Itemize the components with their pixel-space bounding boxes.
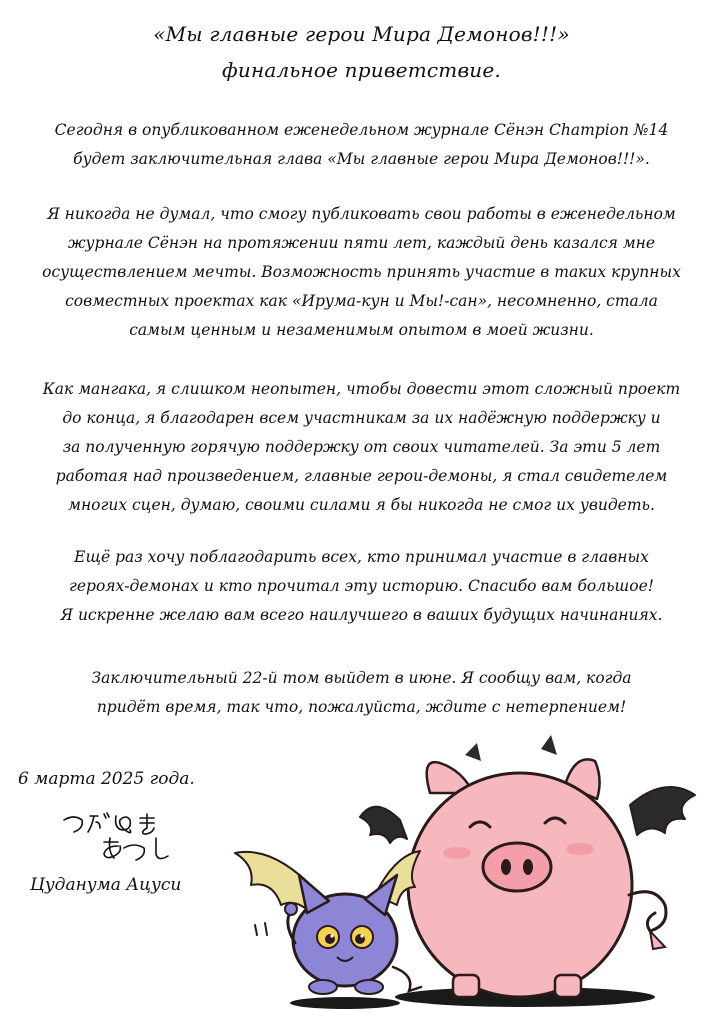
title-line-1: «Мы главные герои Мира Демонов!!!» — [153, 22, 570, 46]
paragraph-line: Заключительный 22-й том выйдет в июне. Я сообщу вам, когда — [91, 669, 632, 687]
title-block — [0, 16, 723, 88]
paragraph-line: Я никогда не думал, что смогу публиковать свои работы в еженедельном — [47, 205, 676, 223]
paragraph-1 — [22, 116, 701, 174]
paragraph-4 — [22, 543, 701, 630]
paragraph-line: до конца, я благодарен всем участникам за их надёжную поддержку и — [62, 409, 661, 427]
paragraph-line: Я искренне желаю вам всего наилучшего в ваших будущих начинаниях. — [60, 606, 663, 624]
motion-marks — [255, 923, 267, 935]
handwritten-signature — [60, 810, 200, 866]
pig-snout — [483, 843, 551, 891]
paragraph-line: многих сцен, думаю, своими силами я бы никогда не смог их увидеть. — [68, 496, 655, 514]
letter-date: 6 марта 2025 года. — [18, 769, 195, 789]
paragraph-line: работая над произведением, главные герои-демоны, я стал свидетелем — [55, 467, 668, 485]
paragraph-line: будет заключительная глава «Мы главные герои Мира Демонов!!!». — [73, 150, 650, 168]
paragraph-2 — [22, 200, 701, 345]
paragraph-line: Как мангака, я слишком неопытен, чтобы довести этот сложный проект — [42, 380, 681, 398]
paragraph-line: самым ценным и незаменимым опытом в моей жизни. — [129, 321, 594, 339]
paragraph-line: героях-демонах и кто прочитал эту историю. Спасибо вам большое! — [69, 577, 654, 595]
paragraph-line: совместных проектах как «Ирума-кун и Мы!-сан», несомненно, стала — [65, 292, 658, 310]
paragraph-line: придёт время, так что, пожалуйста, ждите с нетерпением! — [96, 698, 627, 716]
bat-tail — [393, 967, 421, 991]
paragraph-line: за полученную горячую поддержку от своих читателей. За эти 5 лет — [62, 438, 661, 456]
pig-tail — [629, 892, 666, 931]
bat-shadow — [290, 997, 400, 1009]
paragraph-5 — [22, 664, 701, 722]
paragraph-line: осуществлением мечты. Возможность принять участие в таких крупных — [42, 263, 681, 281]
paragraph-line: Сегодня в опубликованном еженедельном журнале Сёнэн Champion №14 — [54, 121, 669, 139]
pig-and-bat-illustration — [225, 735, 715, 1015]
pig-horns — [465, 735, 557, 761]
title-line-2: финальное приветствие. — [222, 58, 501, 82]
author-name: Цуданума Ацуси — [30, 875, 182, 895]
paragraph-3 — [22, 375, 701, 520]
paragraph-line: Ещё раз хочу поблагодарить всех, кто принимал участие в главных — [74, 548, 649, 566]
paragraph-line: журнале Сёнэн на протяжении пяти лет, каждый день казался мне — [67, 234, 656, 252]
